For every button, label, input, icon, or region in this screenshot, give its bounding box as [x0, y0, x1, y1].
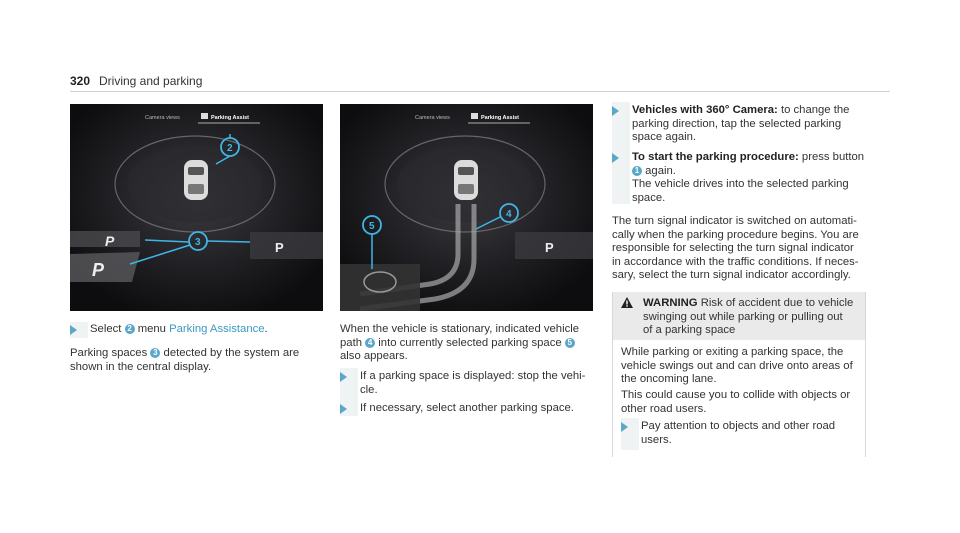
paragraph-vehicle-path: When the vehicle is stationary, indicated vehicle path 4 into currently selected parking space 5 also appears. — [340, 323, 580, 363]
step-arrow-icon — [340, 372, 347, 382]
tab-parking-assist: Parking Assist — [481, 115, 520, 121]
menu-link-parking-assistance[interactable]: Parking Assistance — [169, 323, 265, 335]
warning-title: WARNING Risk of accident due to vehicle swinging out while parking or pulling out of a parking space — [643, 297, 854, 337]
step-start-parking: To start the parking procedure: press button 1 again. The vehicle drives into the selected parking space. — [612, 151, 892, 205]
callout-1-ref: 1 — [632, 166, 642, 176]
step-select-another: If necessary, select another parking space. — [340, 402, 613, 416]
warning-paragraph-2: This could cause you to collide with objects or other road users. — [621, 389, 851, 415]
warning-triangle-icon — [621, 297, 633, 308]
tab-camera-views: Camera views — [415, 115, 450, 121]
callout-2-ref: 2 — [125, 324, 135, 334]
paragraph-turn-signal: The turn signal indicator is switched on automati- cally when the parking procedure begins. You are responsible for selecting the turn signal indicator in accordance with the traffic conditions. If neces- sary, select the turn signal indicator accordingly. — [612, 215, 859, 282]
parking-space-label: P — [92, 260, 105, 280]
step-arrow-icon — [70, 325, 77, 335]
page-number: 320 — [70, 74, 91, 88]
warning-box — [612, 292, 866, 457]
tab-camera-views: Camera views — [145, 115, 180, 121]
paragraph-parking-spaces: Parking spaces 3 detected by the system are shown in the central display. — [70, 347, 300, 373]
step-vehicles-360: Vehicles with 360° Camera: to change the parking direction, tap the selected parking space again. — [612, 104, 892, 145]
warning-step: Pay attention to objects and other road users. — [621, 420, 881, 447]
step-arrow-icon — [621, 422, 628, 432]
section-title: Driving and parking — [99, 74, 203, 88]
screen-image-1 — [70, 104, 323, 311]
parking-tab-icon — [471, 113, 478, 119]
parking-space-label: P — [275, 240, 284, 255]
header-divider — [70, 91, 890, 92]
parking-space-label: P — [545, 240, 554, 255]
parking-space-label: P — [105, 233, 115, 249]
screen-image-2 — [340, 104, 593, 311]
step-stop-vehicle: If a parking space is displayed: stop the vehi- cle. — [340, 370, 613, 397]
svg-text:2: 2 — [227, 143, 233, 154]
svg-text:3: 3 — [195, 237, 201, 248]
tab-parking-assist: Parking Assist — [211, 115, 250, 121]
parking-tab-icon — [201, 113, 208, 119]
svg-text:5: 5 — [369, 221, 375, 232]
warning-paragraph-1: While parking or exiting a parking space, the vehicle swings out and can drive onto areas of the oncoming lane. — [621, 346, 853, 386]
step-arrow-icon — [612, 106, 619, 116]
step-arrow-icon — [340, 404, 347, 414]
step-select-menu: Select 2 menu Parking Assistance. — [70, 323, 343, 337]
svg-text:4: 4 — [506, 209, 512, 220]
step-arrow-icon — [612, 153, 619, 163]
